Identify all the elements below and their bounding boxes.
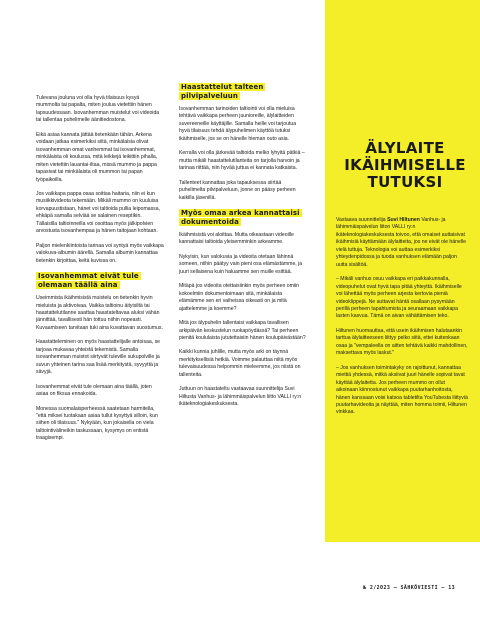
paragraph: Monessa suomalaisperheessä saatetaan harmitella, "että miksei tuotakaan asiaa tullut kysyttyä silloin, kun siihen oli tilaisuus." Nykyään, kun jokaisella on viela taltiointivälineikin taskussaan, kysymys on entistä traagisempi. — [36, 405, 158, 442]
sidebar-box — [325, 0, 480, 542]
subheading — [179, 83, 307, 101]
paragraph: Mitäpä jos videoita otettaisiinkin myös perheen omiin kokoelmiin dokumentoimaan sitä, minkälaista elämämme sen eri vaiheissa oikeasti on ja mitä ajattelemme ja koemme? — [179, 283, 300, 312]
person-name: Suvi Hiltunen — [387, 217, 420, 223]
sidebar-body — [336, 217, 468, 424]
paragraph: Isovanhemmat eivät tule olemaan aina täällä, joten asiaa on fiksua ennakoida. — [36, 383, 152, 398]
text: Vanhus- ja lähimmäispalvelun liiton VALLI ry:n ikäteknologiakeskuksesta toivoo, että omaiset auttaisivat ikäihmisiä käyttämään älylaitteita, jos ne eivät ole hänelle vielä tuttuja. Teknologia voi auttaa esimerkiksi yhteydenpidossa ja tuoda vanhuksen elämään paljon uutta sisältöä. — [336, 217, 467, 268]
article-column-2 — [179, 83, 307, 416]
paragraph: Eikä asiaa kannata jättää tietenkään tähän. Arkena voidaan jatkaa esimerkiksi siitä, minkälaisia olivat isovanhemman omat vanhemmat tai isovanhemmat, minkälaista oli koulussa, mitä leikkejä leikittiin pihalla, miten vietettiin lauantai-iltaa, missä mummo ja pappa tapasivat tai minkälaista oli mummon tai papan työpaikoilla. — [36, 131, 158, 183]
paragraph: Tulevana jouluna voi olla hyvä tilaisuus kysyä mummolta tai papalta, miten joulua vietettiin hänen lapsuudessaan. Isovanhemman muistelut voi videoida tai tallentaa puhelimelle äänitiedostona. — [36, 95, 160, 124]
paragraph: – Mikäli vanhus osuu vaikkapa eri paikkakunnalla, videopuhelut ovat hyvä tapa pitää yhteyttä. Ikäihmiselle voi lähettää myös perheen arjesta kertovia pieniä videoklippejä. Ne auttavat häntä osallaan pysymään perillä perheen tapahtumista ja seuraamaan vaikkapa lasten kasvua. Tämä on aivan vähättämisen teko. — [336, 276, 462, 320]
paragraph: – Jos vanhuksen toimintakyky on rajoittunut, kannattaa miettiä yhdessä, mitkä aksiivat juuri hänelle sopivat tavat käyttää älylaitetta. Jos perheen mummo on ollut aikoinaan kiinnostunut vaikkapa puutarhanhoitosta, hänen kanssaan voisi katsoa tabletilta YouTubesta liittyviä puutarhavideoita ja näyttää, miten homma toimii, Hiltunen vinkkaa. — [336, 364, 468, 416]
subheading — [36, 272, 164, 290]
subheading — [179, 209, 307, 227]
paragraph: Juttuun on haastateltu vastaavaa suunnittelija Suvi Hiltusta Vanhus- ja lähimmäispalvelun liitto VALLI ry:n ikäteknologiakeskuksesta. — [179, 386, 302, 408]
paragraph: Jos vaikkapa pappa osaa soittaa haitaria, niin ei kun musiikkivideota tekemään. Mikäli mummo on kuuluisa korvapuustistaan, hänet voi taltioida pullia leipomassa, ehkäpä samalla selviää se salainen reseptikin. Tällaisilla taltioinneilla voi osoittaa myös jälkipolvien arvostusta isovanhempaa ja hänen taitojaan kohtaan. — [36, 190, 161, 235]
paragraph: Hiltunen huomauttaa, että usein ikäihmisen halutaankin tarttua älylaitteeseen liittyy pelko siitä, ettei kuitenkaan osaa ja "vempaleella on aitten tehtävä kaikki mahdollinen, maksettava myös laskut." — [336, 327, 468, 357]
paragraph: Kaikki kunnia juhlille, mutta myös arki on täynnä merkityksellisiä hetkiä. Voimme palauttaa niitä myös tulevaisuudessa helpommin mieleemme, jos niistä on tallenteita. — [179, 349, 301, 378]
paragraph: Tallenteet kannattaa joka tapauksessa siirtää puhelimelta pilvipalveluun, jonne on pääsy perheen kaikilla jäsenillä. — [179, 179, 296, 201]
subheading-text: Myös omaa arkea kannattaisi dokumentoida — [181, 208, 300, 226]
paragraph: Nykyisin, kun valokuvia ja videoita otetaan lähinnä someen, niihin päätyy vain pieni osa elämästämme, ja juuri sellaisena kuin haluamme sen muille esittää. — [179, 253, 303, 275]
page-footer: № 2/2023 – SÄHKÖVIESTI – 13 — [363, 585, 456, 591]
paragraph: Useimmista ikäihmisistä muistelu on tietenkin hyvin mieluista ja aktivoivaa. Vaikka taltioinu äityisiltä tai haastattelutilanne saattaa haastateltavaa aluksi vähän jännittää, tavallisesti hän tottuu niihin nopeasti. Kuvaamiseen tarvitaan tuki aina kuvattavan suostumus. — [36, 295, 163, 331]
paragraph: Isovanhemman tarinoiden taltiointi voi olla mieluisa tehtävä vaikkapa perheen juunioreille, älylaitteiden suvereeneille käyttäjille. Samalla heille voi tarjoutua hyvä tilaisuus tehdä älypuhelimen käyttöä tutuksi ikäihmiselle, jos se on hänelle hieman outo asia. — [179, 106, 297, 142]
paragraph — [336, 217, 468, 269]
paragraph: Ikäihmisistä voi aloittaa. Mutta oikeastaan videoille kannattaisi taltioida yleisemminkin arkeamme. — [179, 231, 294, 246]
sidebar-title: ÄLYLAITE IKÄIHMISELLE TUTUKSI — [344, 139, 466, 191]
text: Vastaava suunnittelija — [336, 217, 388, 223]
subheading-text: Haastattelut talteen pilvipalveluun — [181, 83, 264, 100]
paragraph: Haastatteleminen on myös haastattelijalle antoisaa, se tarjoaa mukavaa yhteistä tekemistä. Samalla isovanhemman muistot siirtyvät tuleville sukupolville ja suvun yhteinen tarina saa lisää merkitystä, syvyyttä ja sävyjä. — [36, 339, 161, 376]
paragraph: Kerralla voi olla järkevää taltioida melko lyhyitä pätkiä – mutta mikäli haastattelutilanteita on tarjolla harvoin ja tarinaa riittää, niin hyvää juttua ei kannata katkaista. — [179, 150, 305, 172]
paragraph: Paljon mielenkiintoista tarinaa voi syntyä myös vaikkapa valokuva-albumin äärellä. Samalla albumin kannattaa tietenkin kirjoittaa, keitä kuvissa on. — [36, 242, 164, 264]
paragraph: Mitä jos älypuhelin tallentaisi vaikkapa tavallisen arkipäivän keskustelun ruokapöydässä? Tai perheen pienitä koululaista jututettaisiin hänen koulupäivästään? — [179, 320, 306, 341]
article-column-1 — [36, 95, 164, 450]
subheading-text: Isovanhemmat eivät tule olemaan täällä aina — [38, 272, 139, 290]
